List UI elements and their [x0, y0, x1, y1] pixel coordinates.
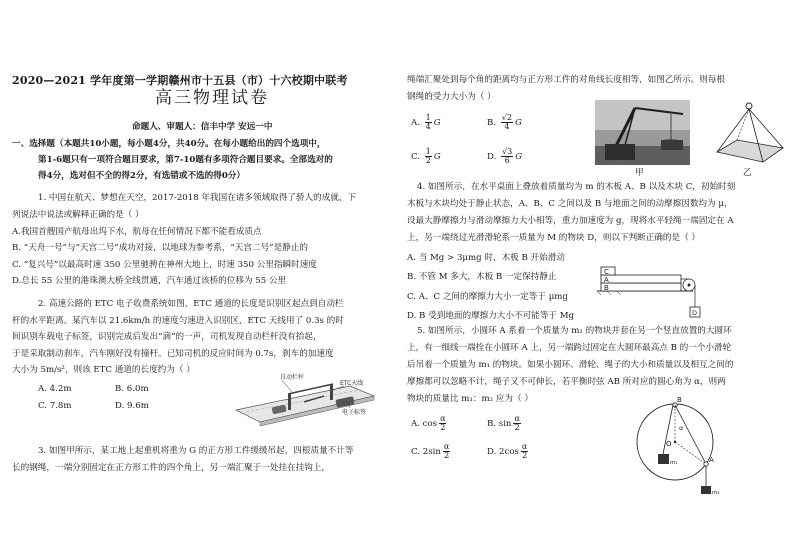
q4-option-c: C. A、C 之间的摩擦力大小一定等于 μmg	[407, 292, 568, 302]
label-c: C	[604, 268, 609, 276]
blocks-pulley-figure	[597, 257, 717, 327]
q2-option-d: D. 9.6m	[115, 401, 149, 411]
label-alpha: α	[679, 424, 684, 432]
q4-line: 设最大静摩擦力与滑动摩擦力大小相等，重力加速度为 g，现将水平轻绳一端固定在 A	[407, 216, 734, 226]
q5-option-b: B. sin $\frac{\alpha}{2}$	[487, 414, 520, 432]
q3-line: 3. 如图甲所示，某工地上起重机将重为 G 的正方形工件缓缓吊起，四根质量不计等	[38, 446, 354, 456]
q3-option-d: D. $\frac{√3}{6}$ G	[487, 147, 523, 165]
q5-line: 5. 如图所示，小圆环 A 系着一个质量为 m₂ 的物块并套在另一个竖直放置的大圆环	[417, 326, 732, 336]
q1-line: 列说法中说法或解释正确的是（ ）	[12, 210, 144, 220]
label-auto-barrier: 自动栏杆	[280, 374, 305, 381]
label-a: A	[604, 276, 609, 284]
q2-line: 大小为 5m/s²，则该 ETC 通道的长度约为（ ）	[12, 365, 195, 375]
q5-option-a: A. cos $\frac{\alpha}{2}$	[411, 414, 446, 432]
label-b: B	[677, 396, 682, 404]
label-a: A	[709, 456, 714, 464]
q5-line: 后吊着一个质量为 m₁ 的物块。如果小圆环、滑轮、绳子的大小和质量以及相互之间的	[407, 360, 734, 370]
q1-line: 1. 中国在航天、梦想在天空，2017-2018 年我国在诸多领域取得了骄人的成就，下	[38, 193, 357, 203]
q3-continuation: 绳端汇聚处到每个角的距离均与正方形工件的对角线长度相等，如图乙所示。则每根	[407, 75, 725, 85]
q2-option-b: B. 6.0m	[115, 384, 149, 394]
q2-option-a: A. 4.2m	[38, 384, 72, 394]
q1-option-b: B. “天舟一号”与“天宫二号”成功对接，以地球为参考系，“天宫二号”是静止的	[12, 243, 308, 253]
label-etc-antenna: ETC天线	[340, 380, 364, 387]
figure-label-yi: 乙	[743, 168, 752, 178]
q4-line: 上，另一端绕过光滑滑轮系一质量为 M 的物块 D，则以下判断正确的是（ ）	[407, 233, 701, 243]
section-line2: 第1-6题只有一项符合题目要求，第7-10题有多项符合题目要求。全部选对的	[38, 155, 333, 165]
q3-option-c: C. $\frac{1}{2}$ G	[411, 147, 441, 165]
q2-option-c: C. 7.8m	[38, 401, 72, 411]
label-b: B	[604, 284, 609, 292]
figure-label-jia: 甲	[635, 168, 644, 178]
section-line3: 得4分，选对但不全的得2分，有选错或不选的得0分）	[38, 171, 246, 181]
q5-line: 摩擦都可以忽略不计，绳子又不可伸长，若平衡时弦 AB 所对应的圆心角为 α，则两	[407, 377, 726, 387]
q5-option-d: D. 2cos $\frac{\alpha}{2}$	[487, 442, 528, 460]
q2-line: 2. 高速公路的 ETC 电子收费系统如图，ETC 通道的长度是识别区起点到自动栏	[38, 299, 344, 309]
etc-figure	[232, 372, 378, 432]
q2-line: 于是采取制动刹车，汽车刚好没有撞杆。已知司机的反应时间为 0.7s，刹车的加速度	[12, 349, 334, 359]
label-o: O	[666, 440, 672, 448]
circle-ring-figure	[633, 394, 733, 499]
section-heading: 一、选择题（本题共10小题，每小题4分，共40分。在每小题给出的四个选项中，	[12, 139, 326, 149]
subject-title: 高三物理试卷	[155, 88, 269, 108]
exam-title: 2020—2021 学年度第一学期赣州市十五县（市）十六校期中联考	[12, 74, 348, 87]
q1-option-a: A.我国首艘国产航母出坞下水，航母在任何情况下都不能看成质点	[12, 227, 262, 237]
q4-line: 木板与木块均处于静止状态，A、B、C 之间以及 B 与地面之间的动摩擦因数均为 μ，	[407, 199, 733, 209]
q5-line: 上，有一细线一端拴在小圆环 A 上，另一端跨过固定在大圆环最高点 B 的一个小滑轮	[407, 343, 732, 353]
q5-line: 物块的质量比 m₁：m₂ 应为（ ）	[407, 394, 533, 404]
q2-line: 杆的水平距离。某汽车以 21.6km/h 的速度匀速进入识别区，ETC 天线用了 0.3s 的时	[12, 316, 344, 326]
q4-line: 4. 如图所示，在水平桌面上叠放着质量均为 m 的木板 A、B 以及木块 C，初始时刻	[417, 182, 736, 192]
label-d: D	[692, 309, 698, 317]
q3-line: 长的钢绳，一端分别固定在正方形工件的四个角上，另一端汇聚于一处挂在挂钩上，	[12, 463, 330, 473]
q2-line: 间识别车载电子标签，识别完成后发出“滴”的一声，司机发现自动栏杆没有抬起，	[12, 332, 322, 342]
label-electronic-tag: 电子标签	[342, 409, 367, 416]
q3-option-a: A. $\frac{1}{4}$ G	[411, 113, 441, 131]
q4-option-a: A. 当 Mg > 3μmg 时，木板 B 开始滑动	[407, 253, 565, 263]
q1-option-d: D.总长 55 公里的港珠澳大桥全线贯通，汽车通过该桥的位移为 55 公里	[12, 276, 287, 286]
label-m2: m₂	[712, 490, 720, 496]
q3-option-b: B. $\frac{√2}{4}$ G	[487, 113, 522, 131]
authors: 命题人、审题人：信丰中学 安远一中	[132, 122, 273, 132]
q4-option-d: D. B 受到地面的摩擦力大小不可能等于 Mg	[407, 311, 575, 321]
q1-option-c: C. “复兴号”以最高时速 350 公里驰骋在神州大地上，时速 350 公里指瞬时速度	[12, 260, 317, 270]
q5-option-c: C. 2sin $\frac{\alpha}{2}$	[411, 442, 450, 460]
q4-option-b: B. 不管 M 多大，木板 B 一定保持静止	[407, 272, 557, 282]
q3-continuation: 钢绳的受力大小为（ ）	[407, 92, 496, 102]
label-m1: m₁	[670, 460, 678, 466]
pyramid-figure	[711, 100, 787, 166]
crane-figure	[595, 100, 690, 165]
